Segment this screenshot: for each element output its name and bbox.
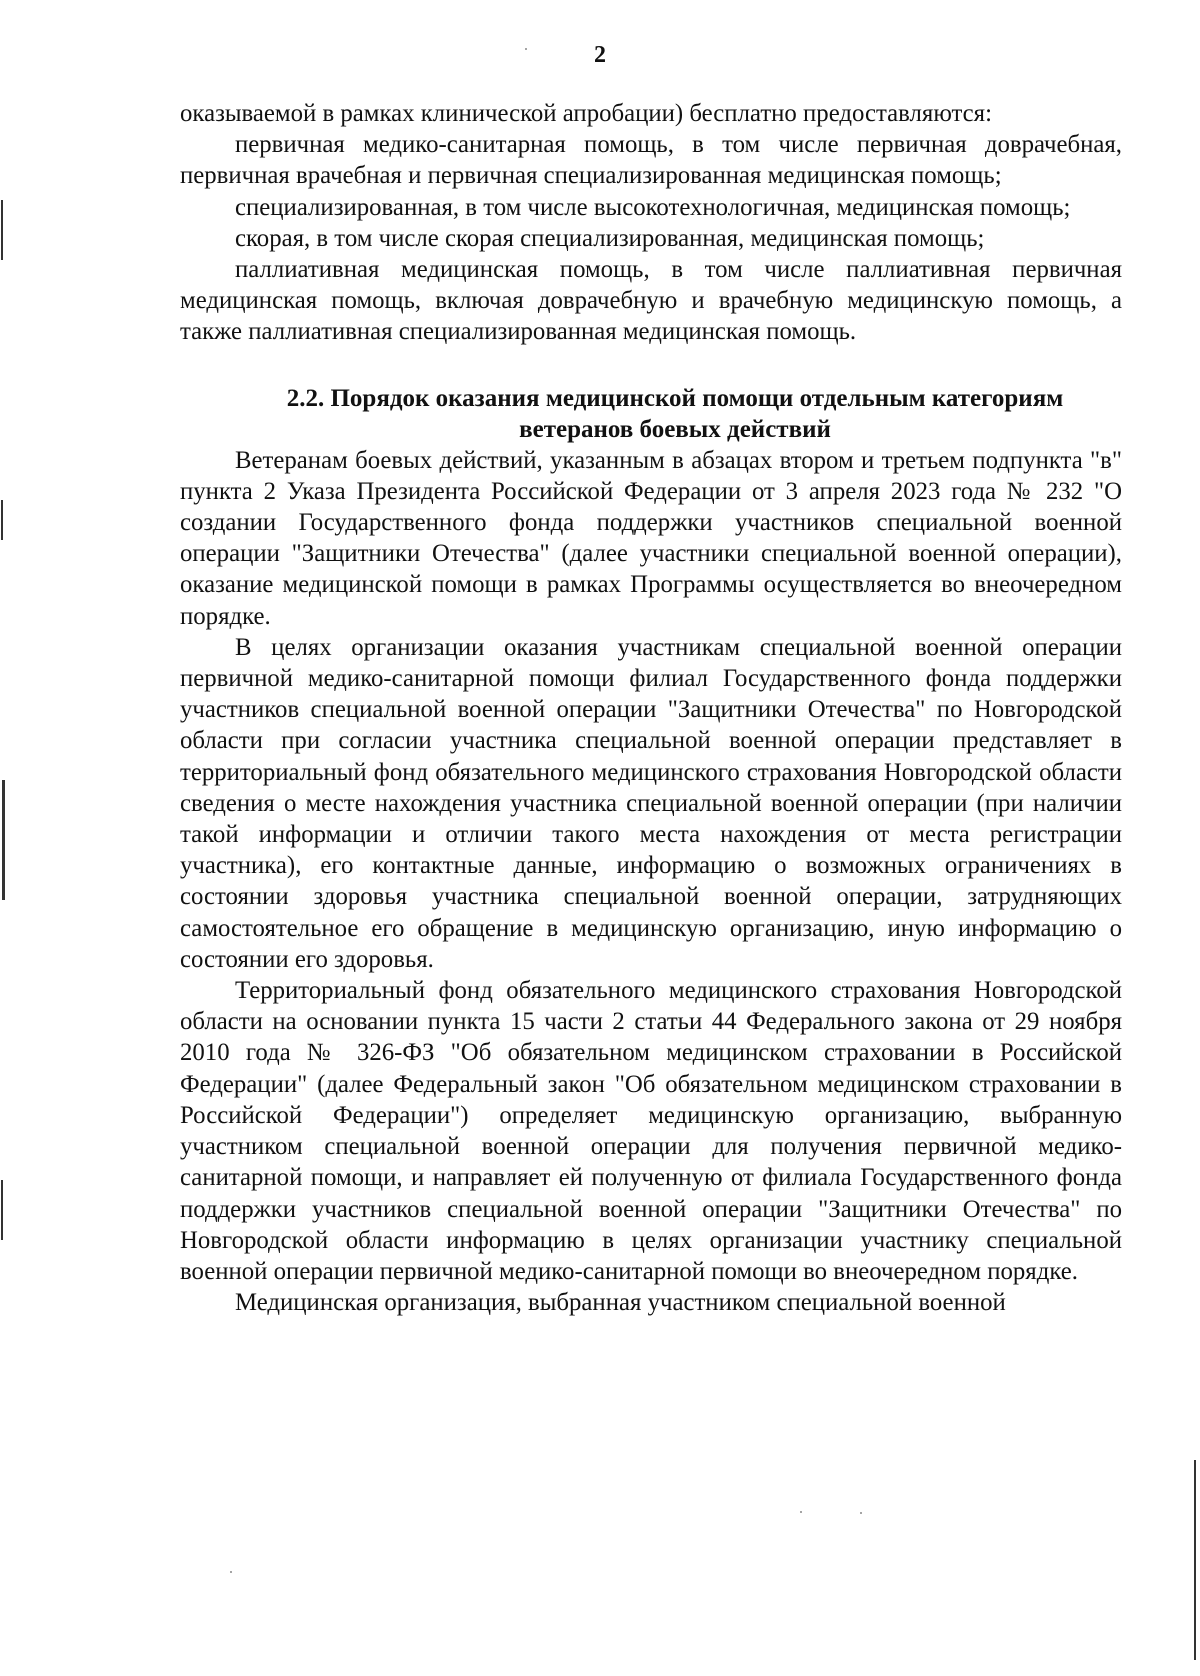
scan-margin-mark — [1, 200, 3, 260]
scan-dot — [230, 1571, 232, 1573]
scan-margin-mark — [1194, 1460, 1196, 1660]
section-heading — [180, 383, 1122, 445]
scan-dot — [860, 1512, 862, 1514]
paragraph-medical-organization: Медицинская организация, выбранная участником специальной военной — [235, 1289, 1006, 1317]
scan-dot — [525, 48, 527, 50]
paragraph-territorial-fund: Территориальный фонд обязательного медицинского страхования Новгородской области на основании пункта 15 части 2 статьи 44 Федерального закона от 29 ноября 2010 года № 326-ФЗ "Об обязательном медицинском страховании в Российской Федерации" (далее Федеральный закон "Об обязательном медицинском страховании в Российской Федерации") определяет медицинскую организацию, выбранную участником специальной военной операции для получения первичной медико-санитарной помощи, и направляет ей полученную от филиала Государственного фонда поддержки участников специальной военной операции "Защитники Отечества" по Новгородской области информацию в целях организации участнику специальной военной операции первичной медико-санитарной помощи во внеочередном порядке. — [180, 977, 1122, 1285]
paragraph-primary-care: первичная медико-санитарная помощь, в том числе первичная доврачебная, первичная врачебная и первичная специализированная медицинская помощь; — [180, 131, 1122, 190]
section-heading-line-1: 2.2. Порядок оказания медицинской помощи отдельным категориям — [286, 384, 1064, 412]
section-heading-line-2: ветеранов боевых действий — [519, 415, 831, 443]
paragraph-fund-branch: В целях организации оказания участникам специальной военной операции первичной медико-санитарной помощи филиал Государственного фонда поддержки участников специальной военной операции "Защитники Отечества" по Новгородской области при согласии участника специальной военной операции представляет в территориальный фонд обязательного медицинского страхования Новгородской области сведения о месте нахождения участника специальной военной операции (при наличии такой информации и отличии такого места нахождения от места регистрации участника), его контактные данные, информацию о возможных ограничениях в состоянии здоровья участника специальной военной операции, затрудняющих самостоятельное его обращение в медицинскую организацию, иную информацию о состоянии его здоровья. — [180, 633, 1122, 973]
paragraph-veterans: Ветеранам боевых действий, указанным в абзацах втором и третьем подпункта "в" пункта 2 Указа Президента Российской Федерации от 3 апреля 2023 года № 232 "О создании Государственного фонда поддержки участников специальной военной операции "Защитники Отечества" (далее участники специальной военной операции), оказание медицинской помощи в рамках Программы осуществляется во внеочередном порядке. — [180, 446, 1122, 630]
scan-margin-mark — [1, 500, 3, 540]
paragraph-emergency-care: скорая, в том числе скорая специализированная, медицинская помощь; — [235, 224, 985, 252]
scan-dot — [800, 1511, 802, 1513]
paragraph-continuation: оказываемой в рамках клинической апробации) бесплатно предоставляются: — [180, 100, 992, 127]
page-number: 2 — [594, 42, 606, 68]
scan-margin-mark — [1, 1180, 3, 1240]
scan-margin-mark — [2, 780, 5, 900]
paragraph-palliative-care: паллиативная медицинская помощь, в том числе паллиативная первичная медицинская помощь, включая доврачебную и врачебную медицинскую помощь, а также паллиативная специализированная медицинская помощь. — [180, 256, 1122, 346]
document-body — [180, 98, 1122, 1318]
paragraph-specialized-care: специализированная, в том числе высокотехнологичная, медицинская помощь; — [235, 193, 1071, 221]
